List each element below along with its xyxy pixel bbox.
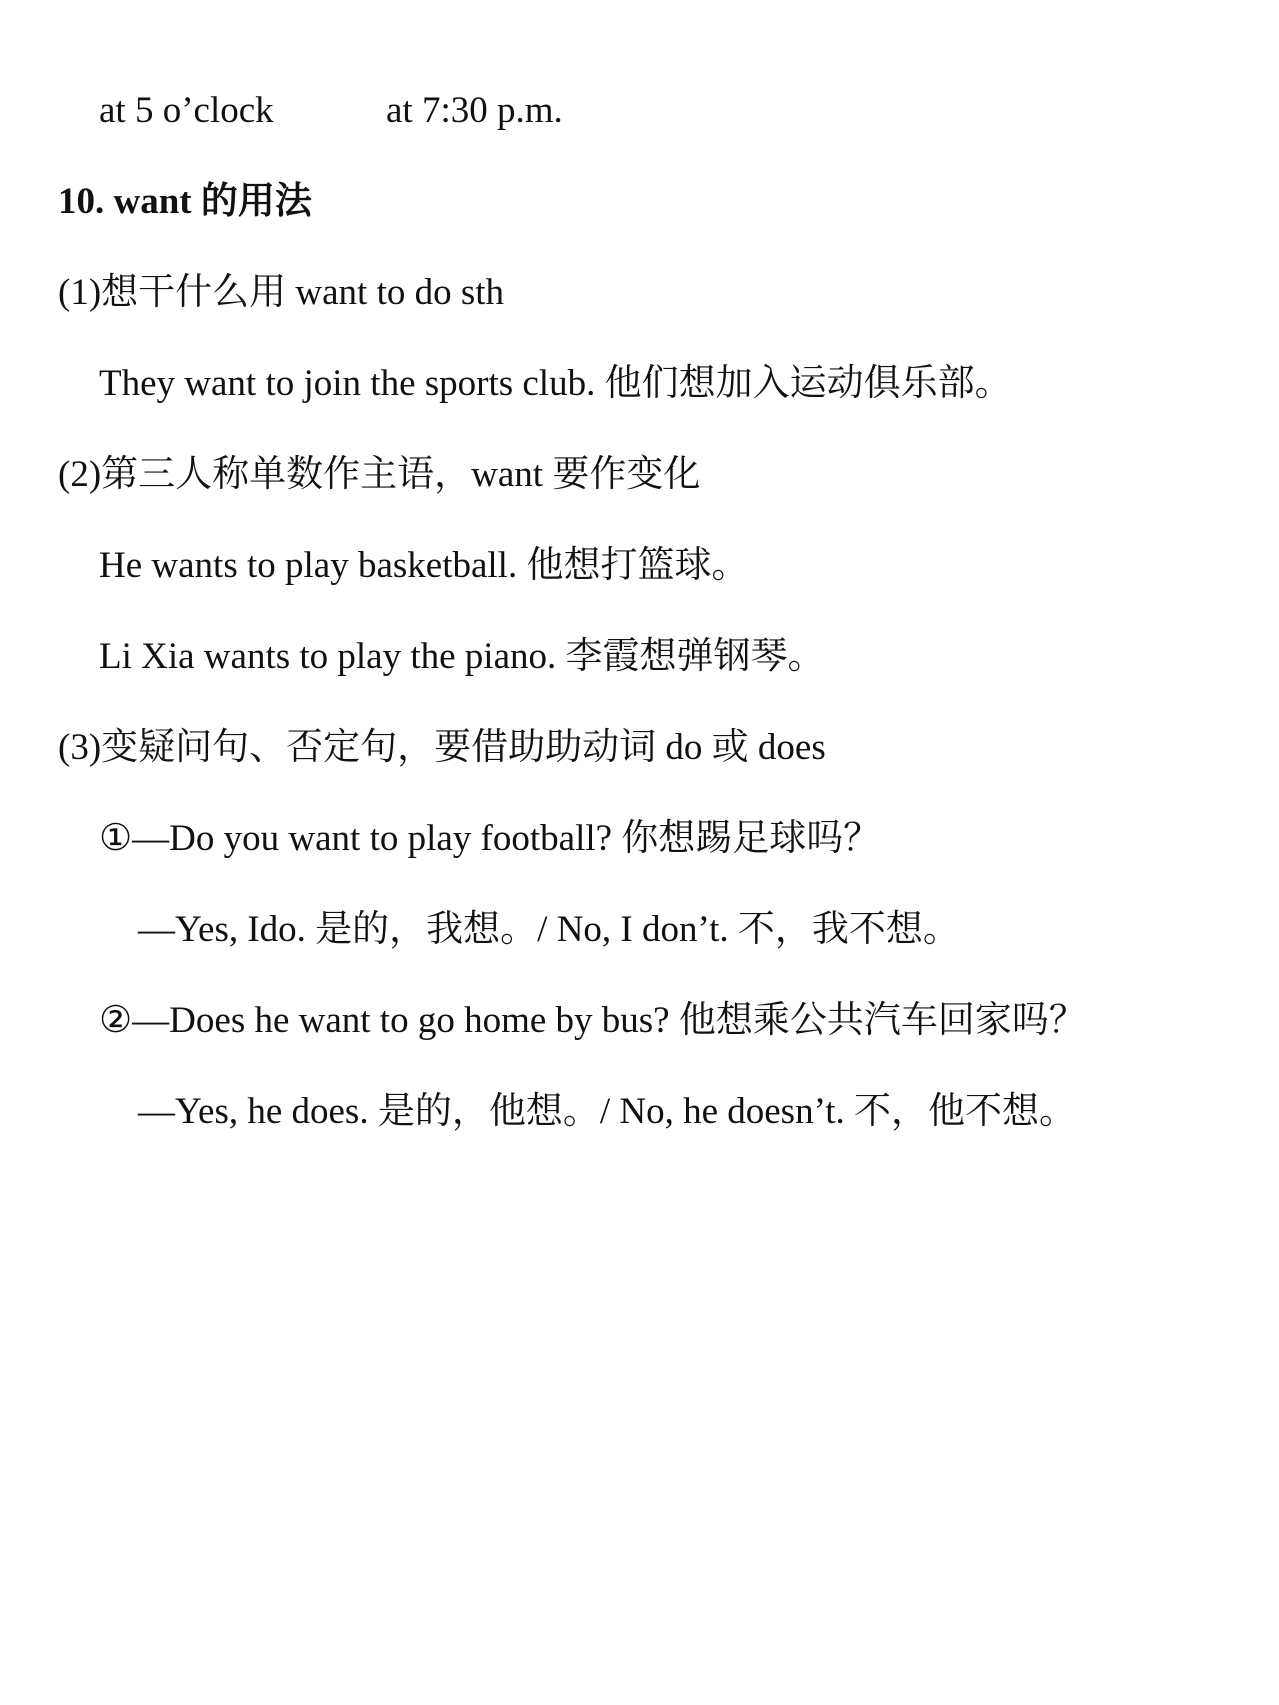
section-heading: 10. want 的用法 bbox=[58, 181, 312, 222]
example-3: Li Xia wants to play the piano. 李霞想弹钢琴。 bbox=[99, 636, 825, 677]
dialog-2-question: ②—Does he want to go home by bus? 他想乘公共汽车回家吗？ bbox=[99, 1000, 1086, 1041]
rule-3: (3)变疑问句、否定句，要借助助动词 do 或 does bbox=[58, 727, 826, 768]
example-1: They want to join the sports club. 他们想加入运动俱乐部。 bbox=[99, 363, 1012, 404]
dialog-2-answer: —Yes, he does. 是的，他想。/ No, he doesn’t. 不，他不想。 bbox=[138, 1091, 1077, 1132]
time-example-2: at 7:30 p.m. bbox=[386, 90, 563, 131]
example-2: He wants to play basketball. 他想打篮球。 bbox=[99, 545, 749, 586]
dialog-1-question: ①—Do you want to play football? 你想踢足球吗？ bbox=[99, 818, 881, 859]
rule-1: (1)想干什么用 want to do sth bbox=[58, 272, 505, 313]
rule-2: (2)第三人称单数作主语，want 要作变化 bbox=[58, 454, 701, 495]
time-example-1: at 5 o’clock bbox=[99, 90, 274, 131]
dialog-1-answer: —Yes, Ido. 是的，我想。/ No, I don’t. 不，我不想。 bbox=[138, 909, 960, 950]
